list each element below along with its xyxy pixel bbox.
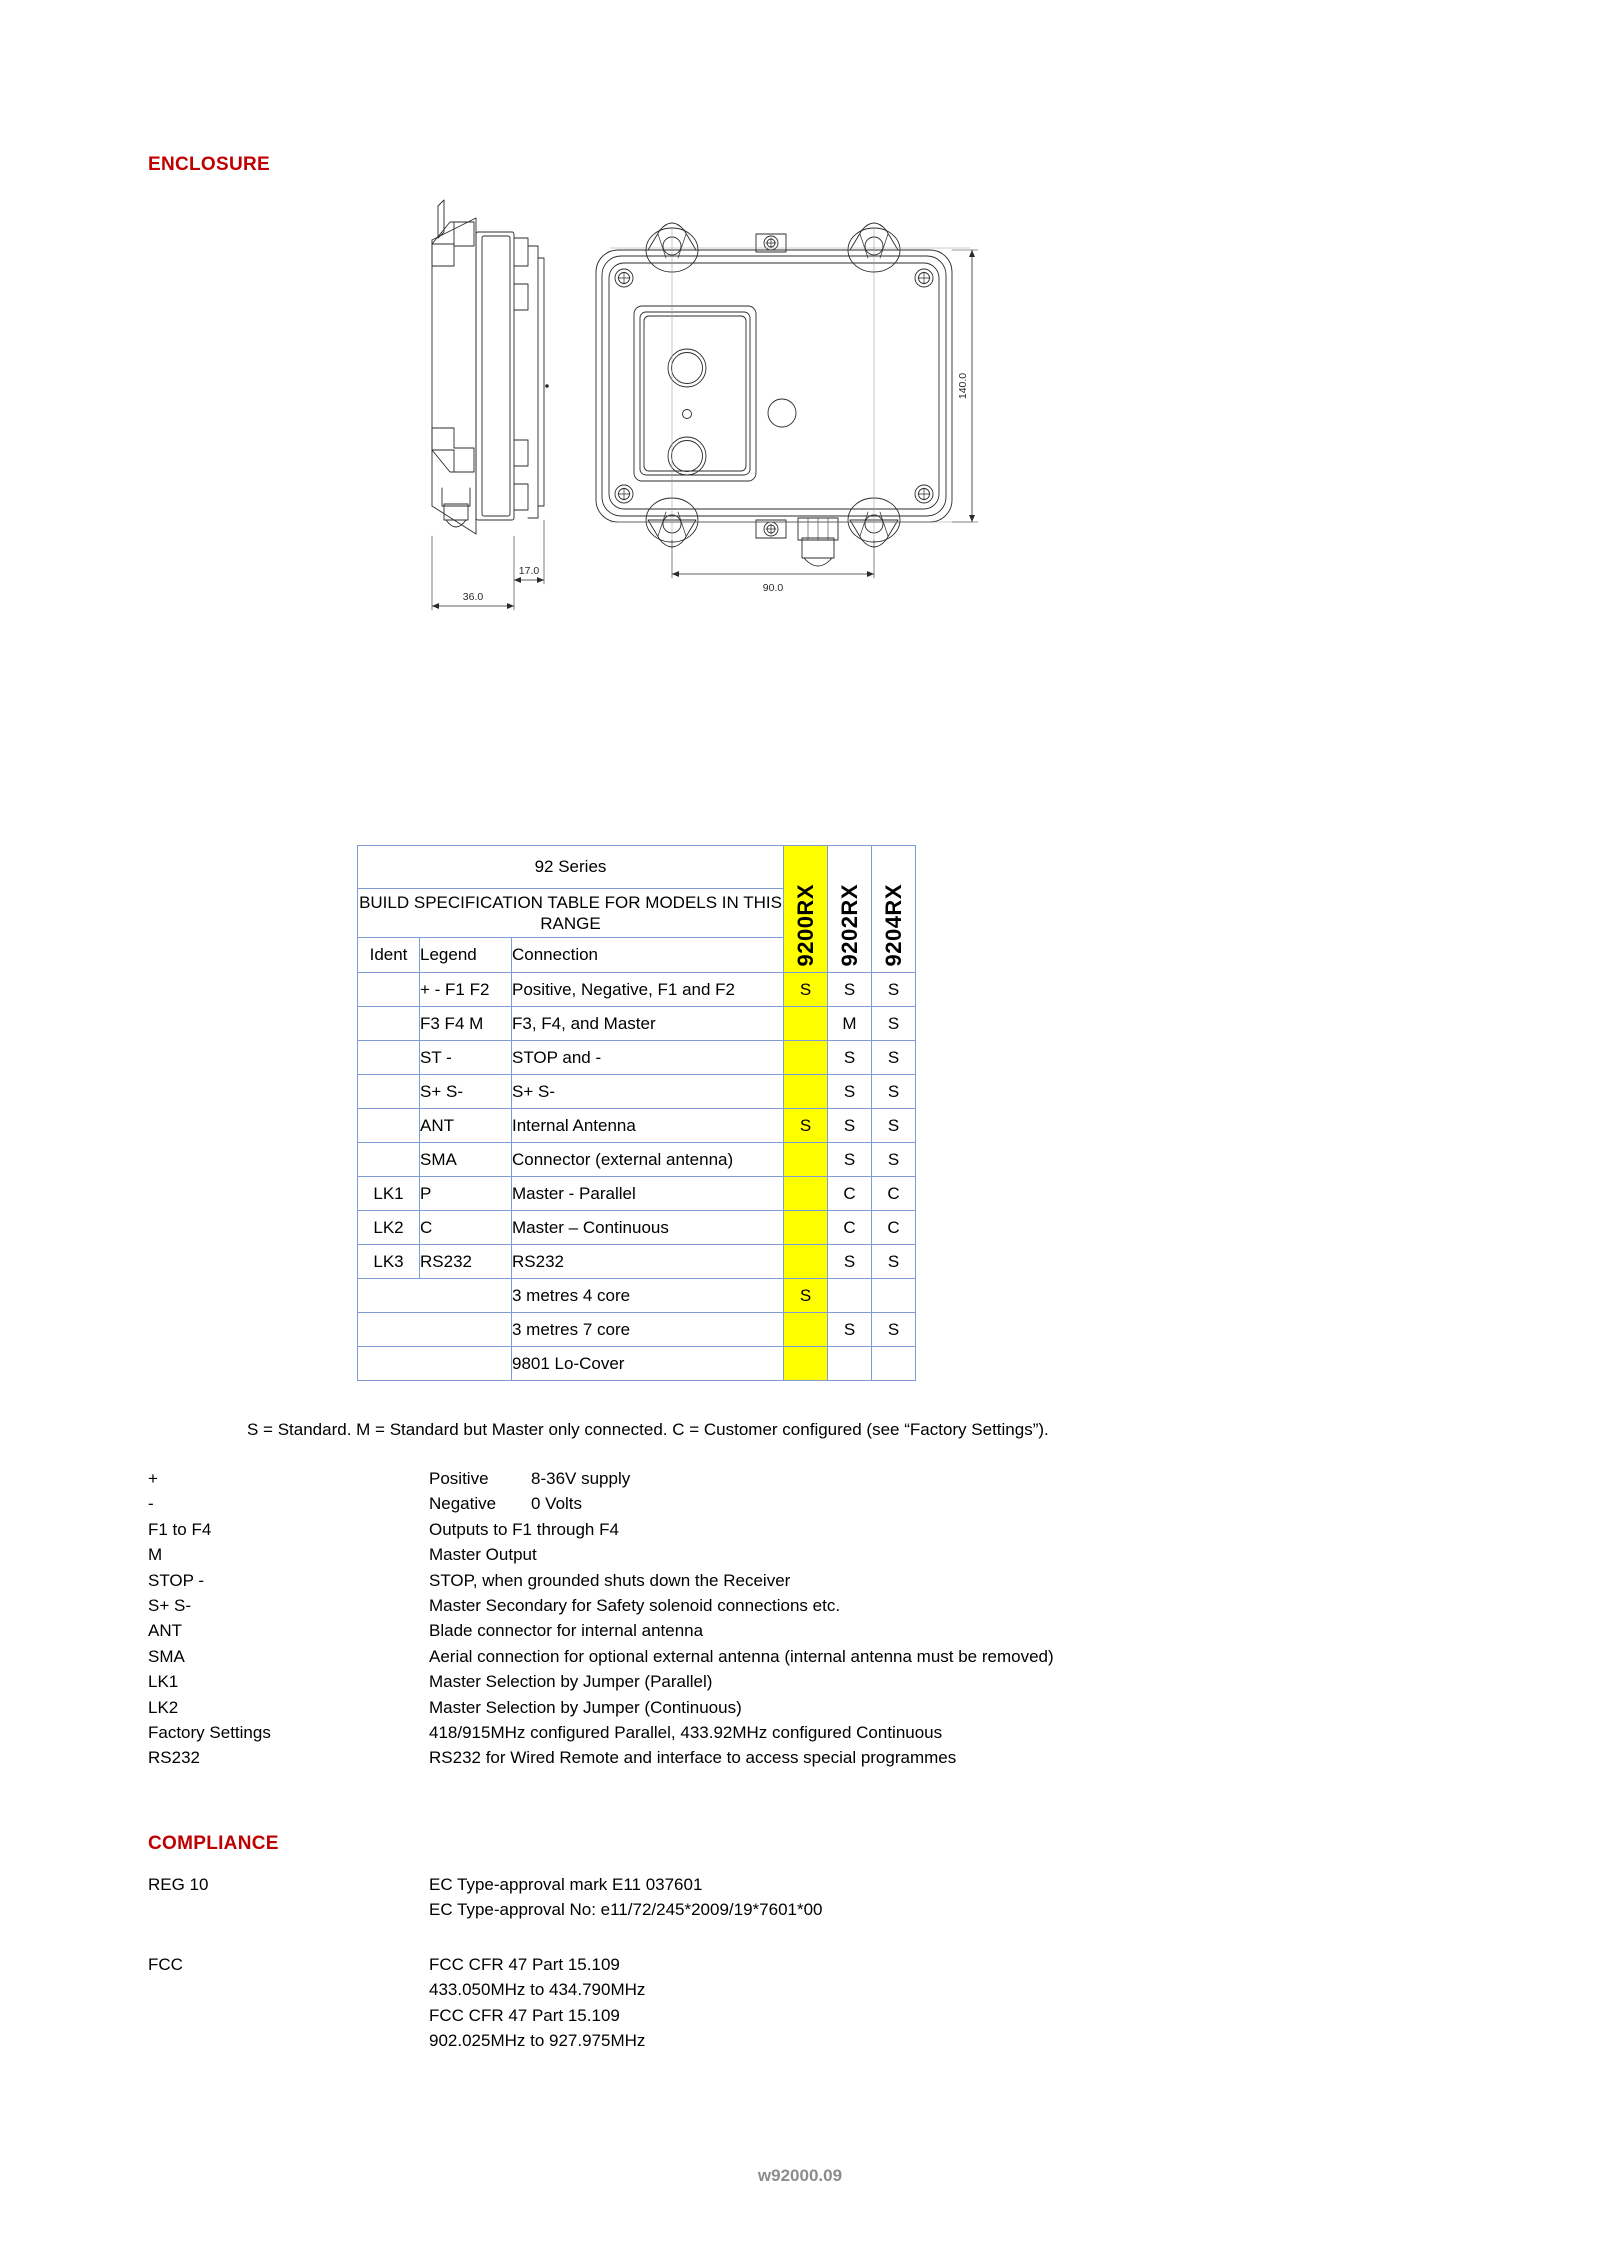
definition-part1: Negative (429, 1494, 497, 1514)
build-table-legend-note: S = Standard. M = Standard but Master only connected. C = Customer configured (see “Factory Settings”). (247, 1420, 1049, 1439)
cell-ident: LK3 (358, 1245, 420, 1279)
cell-9202rx: S (828, 1143, 872, 1177)
definition-term: M (148, 1545, 163, 1565)
cell-ident: LK1 (358, 1177, 420, 1211)
table-row (358, 973, 916, 1007)
cell-9200rx: S (784, 1279, 828, 1313)
cell-9202rx: S (828, 1075, 872, 1109)
cell-connection: Connector (external antenna) (512, 1143, 784, 1177)
definition-description: Master Output (429, 1545, 537, 1565)
cell-connection: 3 metres 7 core (512, 1313, 784, 1347)
document-footer-code: w92000.09 (757, 2166, 843, 2185)
table-row (358, 1007, 916, 1041)
enclosure-dimension-drawing (410, 188, 1010, 603)
definition-row (148, 1695, 1478, 1720)
cell-legend: S+ S- (420, 1075, 512, 1109)
definition-term: ANT (148, 1621, 182, 1641)
cell-legend: C (420, 1211, 512, 1245)
definition-description: Master Selection by Jumper (Continuous) (429, 1697, 742, 1717)
compliance-line: EC Type-approval mark E11 037601 (429, 1875, 703, 1894)
terminal-definitions-list (148, 1466, 1478, 1771)
cell-9200rx: S (784, 973, 828, 1007)
definition-row (148, 1542, 1478, 1567)
definition-term: STOP - (148, 1570, 205, 1590)
dim-label-width: 90.0 (762, 582, 784, 594)
cell-ident (358, 1143, 420, 1177)
cell-9202rx: C (828, 1177, 872, 1211)
cell-9200rx (784, 1211, 828, 1245)
column-header-legend: Legend (420, 938, 512, 973)
cell-ident: LK2 (358, 1211, 420, 1245)
compliance-line: FCC CFR 47 Part 15.109 (429, 1955, 620, 1974)
cell-connection: 9801 Lo-Cover (512, 1347, 784, 1381)
cell-9202rx: M (828, 1007, 872, 1041)
section-heading-compliance: COMPLIANCE (148, 1833, 279, 1854)
definition-term: F1 to F4 (148, 1519, 212, 1539)
compliance-reg10-label: REG 10 (148, 1875, 209, 1894)
section-heading-enclosure: ENCLOSURE (148, 154, 270, 175)
definition-term: RS232 (148, 1748, 200, 1768)
definition-row (148, 1517, 1478, 1542)
compliance-fcc-label: FCC (148, 1955, 183, 1974)
cell-ident-legend-merged (358, 1279, 512, 1313)
cell-ident (358, 973, 420, 1007)
table-row (358, 1279, 916, 1313)
table-row (358, 1177, 916, 1211)
build-table-title: 92 Series (358, 846, 784, 889)
cell-9204rx (872, 1279, 916, 1313)
definition-row (148, 1466, 1478, 1491)
definition-description: Blade connector for internal antenna (429, 1621, 704, 1641)
definition-part2: 8-36V supply (531, 1469, 631, 1488)
definition-term: + (148, 1469, 158, 1488)
cell-9200rx (784, 1313, 828, 1347)
cell-9204rx: S (872, 1041, 916, 1075)
compliance-fcc-lines (429, 1952, 1148, 2054)
cell-9204rx (872, 1347, 916, 1381)
cell-connection: 3 metres 4 core (512, 1279, 784, 1313)
cell-9200rx (784, 1143, 828, 1177)
compliance-line: FCC CFR 47 Part 15.109 (429, 2005, 620, 2025)
cell-9202rx: S (828, 1109, 872, 1143)
cell-9204rx: C (872, 1177, 916, 1211)
cell-legend: F3 F4 M (420, 1007, 512, 1041)
cell-9200rx (784, 1177, 828, 1211)
cell-connection: Master – Continuous (512, 1211, 784, 1245)
definition-description: Aerial connection for optional external antenna (internal antenna must be removed) (429, 1646, 1054, 1666)
definition-part2: 0 Volts (531, 1494, 583, 1514)
model-column-header-9200rx: 9200RX (784, 846, 828, 973)
table-row (358, 1245, 916, 1279)
compliance-line: 433.050MHz to 434.790MHz (429, 1980, 646, 2000)
build-table-subtitle: BUILD SPECIFICATION TABLE FOR MODELS IN THIS RANGE (358, 889, 784, 938)
cell-legend: ST - (420, 1041, 512, 1075)
definition-term: LK1 (148, 1672, 179, 1692)
definition-row (148, 1745, 1478, 1770)
definition-description: Master Selection by Jumper (Parallel) (429, 1672, 713, 1692)
model-column-header-9202rx: 9202RX (828, 846, 872, 973)
compliance-fcc (148, 1952, 1148, 2054)
definition-row (148, 1568, 1478, 1593)
definition-description (429, 1466, 1478, 1491)
compliance-reg10 (148, 1872, 1148, 1923)
definition-term: Factory Settings (148, 1723, 271, 1743)
cell-connection: F3, F4, and Master (512, 1007, 784, 1041)
cell-ident (358, 1109, 420, 1143)
table-row (358, 1211, 916, 1245)
definition-description: STOP, when grounded shuts down the Receiver (429, 1570, 791, 1590)
definition-description: Master Secondary for Safety solenoid connections etc. (429, 1596, 841, 1616)
cell-9204rx: S (872, 1007, 916, 1041)
cell-9204rx: S (872, 1313, 916, 1347)
compliance-line: EC Type-approval No: e11/72/245*2009/19*7601*00 (429, 1900, 823, 1920)
definition-part1: Positive (429, 1469, 489, 1488)
table-row (358, 1143, 916, 1177)
definition-row (148, 1593, 1478, 1618)
table-row (358, 1075, 916, 1109)
cell-ident (358, 1075, 420, 1109)
definition-row (148, 1720, 1478, 1745)
cell-legend: ANT (420, 1109, 512, 1143)
cell-9200rx (784, 1347, 828, 1381)
cell-ident (358, 1041, 420, 1075)
cell-connection: STOP and - (512, 1041, 784, 1075)
table-row (358, 1109, 916, 1143)
cell-9204rx: S (872, 973, 916, 1007)
cell-connection: S+ S- (512, 1075, 784, 1109)
compliance-reg10-lines (429, 1872, 1148, 1923)
cell-9200rx (784, 1245, 828, 1279)
definition-description: 418/915MHz configured Parallel, 433.92MHz configured Continuous (429, 1723, 943, 1743)
cell-9204rx: C (872, 1211, 916, 1245)
definition-row (148, 1491, 1478, 1516)
cell-9200rx (784, 1007, 828, 1041)
cell-connection: Master - Parallel (512, 1177, 784, 1211)
table-row (358, 1347, 916, 1381)
table-row (358, 1313, 916, 1347)
definition-row (148, 1644, 1478, 1669)
cell-9202rx: S (828, 1041, 872, 1075)
definition-term: LK2 (148, 1697, 179, 1717)
definition-term: S+ S- (148, 1596, 191, 1616)
cell-connection: Internal Antenna (512, 1109, 784, 1143)
cell-9202rx: S (828, 1245, 872, 1279)
definition-row (148, 1669, 1478, 1694)
build-specification-table (357, 845, 916, 1381)
cell-9202rx (828, 1347, 872, 1381)
cell-9200rx (784, 1041, 828, 1075)
cell-9204rx: S (872, 1075, 916, 1109)
dim-label-height: 140.0 (957, 372, 969, 400)
build-table-title-row (358, 846, 916, 889)
cell-legend: SMA (420, 1143, 512, 1177)
cell-legend: P (420, 1177, 512, 1211)
cell-9204rx: S (872, 1245, 916, 1279)
definition-term: - (148, 1494, 154, 1514)
definition-description: RS232 for Wired Remote and interface to access special programmes (429, 1748, 957, 1768)
dim-label-total-depth: 36.0 (462, 591, 484, 603)
cell-9200rx: S (784, 1109, 828, 1143)
compliance-line: 902.025MHz to 927.975MHz (429, 2031, 646, 2051)
cell-connection: RS232 (512, 1245, 784, 1279)
cell-ident-legend-merged (358, 1347, 512, 1381)
table-row (358, 1041, 916, 1075)
column-header-ident: Ident (358, 938, 420, 973)
cell-9202rx (828, 1279, 872, 1313)
cell-legend: RS232 (420, 1245, 512, 1279)
cell-9200rx (784, 1075, 828, 1109)
cell-9202rx: S (828, 973, 872, 1007)
model-column-header-9204rx: 9204RX (872, 846, 916, 973)
cell-9204rx: S (872, 1143, 916, 1177)
cell-ident-legend-merged (358, 1313, 512, 1347)
cell-9204rx: S (872, 1109, 916, 1143)
cell-connection: Positive, Negative, F1 and F2 (512, 973, 784, 1007)
definition-term: SMA (148, 1646, 185, 1666)
cell-9202rx: S (828, 1313, 872, 1347)
dim-label-lid-depth: 17.0 (518, 565, 540, 577)
cell-legend: + - F1 F2 (420, 973, 512, 1007)
column-header-connection: Connection (512, 938, 784, 973)
cell-ident (358, 1007, 420, 1041)
cell-9202rx: C (828, 1211, 872, 1245)
definition-description: Outputs to F1 through F4 (429, 1519, 619, 1539)
definition-row (148, 1618, 1478, 1643)
definition-description (429, 1491, 1478, 1516)
